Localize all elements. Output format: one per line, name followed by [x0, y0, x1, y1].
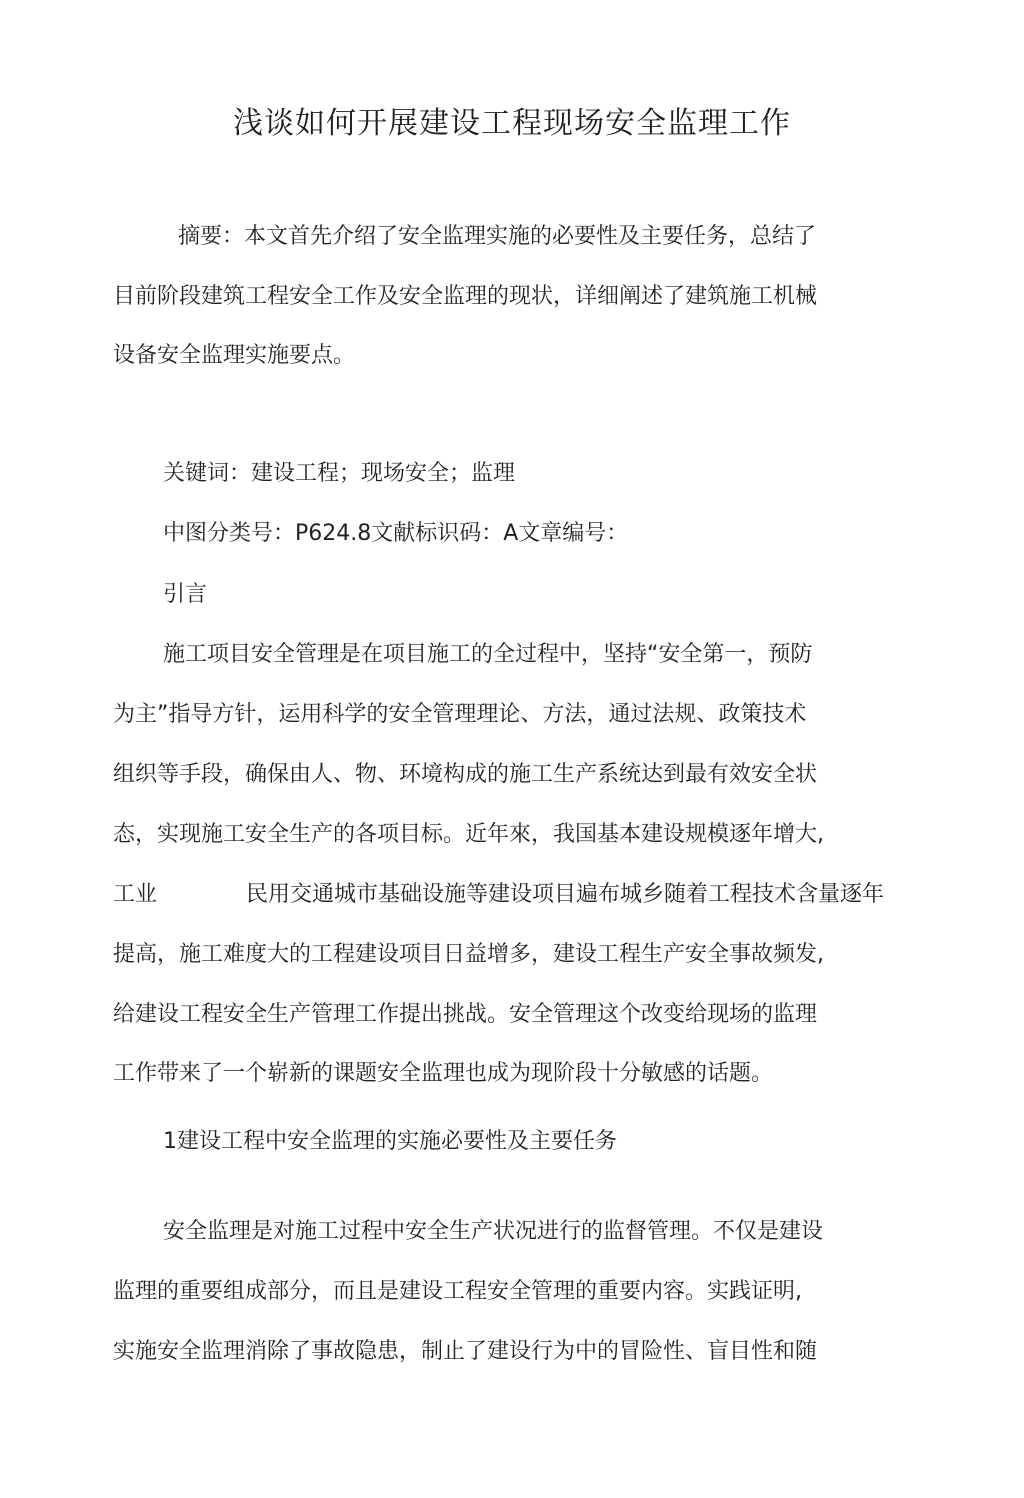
- abstract-line: 摘要：本文首先介绍了安全监理实施的必要性及主要任务，总结了: [178, 224, 817, 249]
- paragraph-line: 态，实现施工安全生产的各项目标。近年來，我国基本建设规模逐年增大,: [113, 822, 824, 847]
- abstract-line: 设备安全监理实施要点。: [113, 343, 356, 368]
- keywords-line: 关键词：建设工程；现场安全；监理: [163, 461, 516, 486]
- section-heading: 1建设工程中安全监理的实施必要性及主要任务: [163, 1129, 617, 1154]
- classification-line: 中图分类号：P624.8文献标识码：A文章编号：: [163, 521, 629, 546]
- paragraph-line-segment: 工业: [113, 882, 158, 907]
- document-title: 浅谈如何开展建设工程现场安全监理工作: [233, 106, 791, 141]
- paragraph-line: 组织等手段，确保由人、物、环境构成的施工生产系统达到最有效安全状: [113, 762, 818, 787]
- abstract-line: 目前阶段建筑工程安全工作及安全监理的现状，详细阐述了建筑施工机械: [113, 284, 818, 309]
- paragraph-line: 监理的重要组成部分，而且是建设工程安全管理的重要内容。实践证明,: [113, 1279, 802, 1304]
- paragraph-line-with-gap: [113, 880, 885, 910]
- intro-heading: 引言: [163, 582, 208, 607]
- paragraph-line: 提高，施工难度大的工程建设项目日益增多，建设工程生产安全事故频发,: [113, 942, 824, 967]
- paragraph-line: 施工项目安全管理是在项目施工的全过程中，坚持“安全第一，预防: [163, 642, 813, 667]
- paragraph-line: 工作带来了一个崭新的课题安全监理也成为现阶段十分敏感的话题。: [113, 1061, 774, 1086]
- paragraph-line: 为主”指导方针，运用科学的安全管理理论、方法，通过法规、政策技术: [113, 702, 807, 727]
- paragraph-line: 给建设工程安全生产管理工作提出挑战。安全管理这个改变给现场的监理: [113, 1002, 818, 1027]
- paragraph-line: 实施安全监理消除了事故隐患，制止了建设行为中的冒险性、盲目性和随: [113, 1339, 818, 1364]
- paragraph-line: 安全监理是对施工过程中安全生产状况进行的监督管理。不仅是建设: [163, 1219, 824, 1244]
- paragraph-line-segment: 民用交通城市基础设施等建设项目遍布城乡随着工程技术含量逐年: [246, 882, 885, 907]
